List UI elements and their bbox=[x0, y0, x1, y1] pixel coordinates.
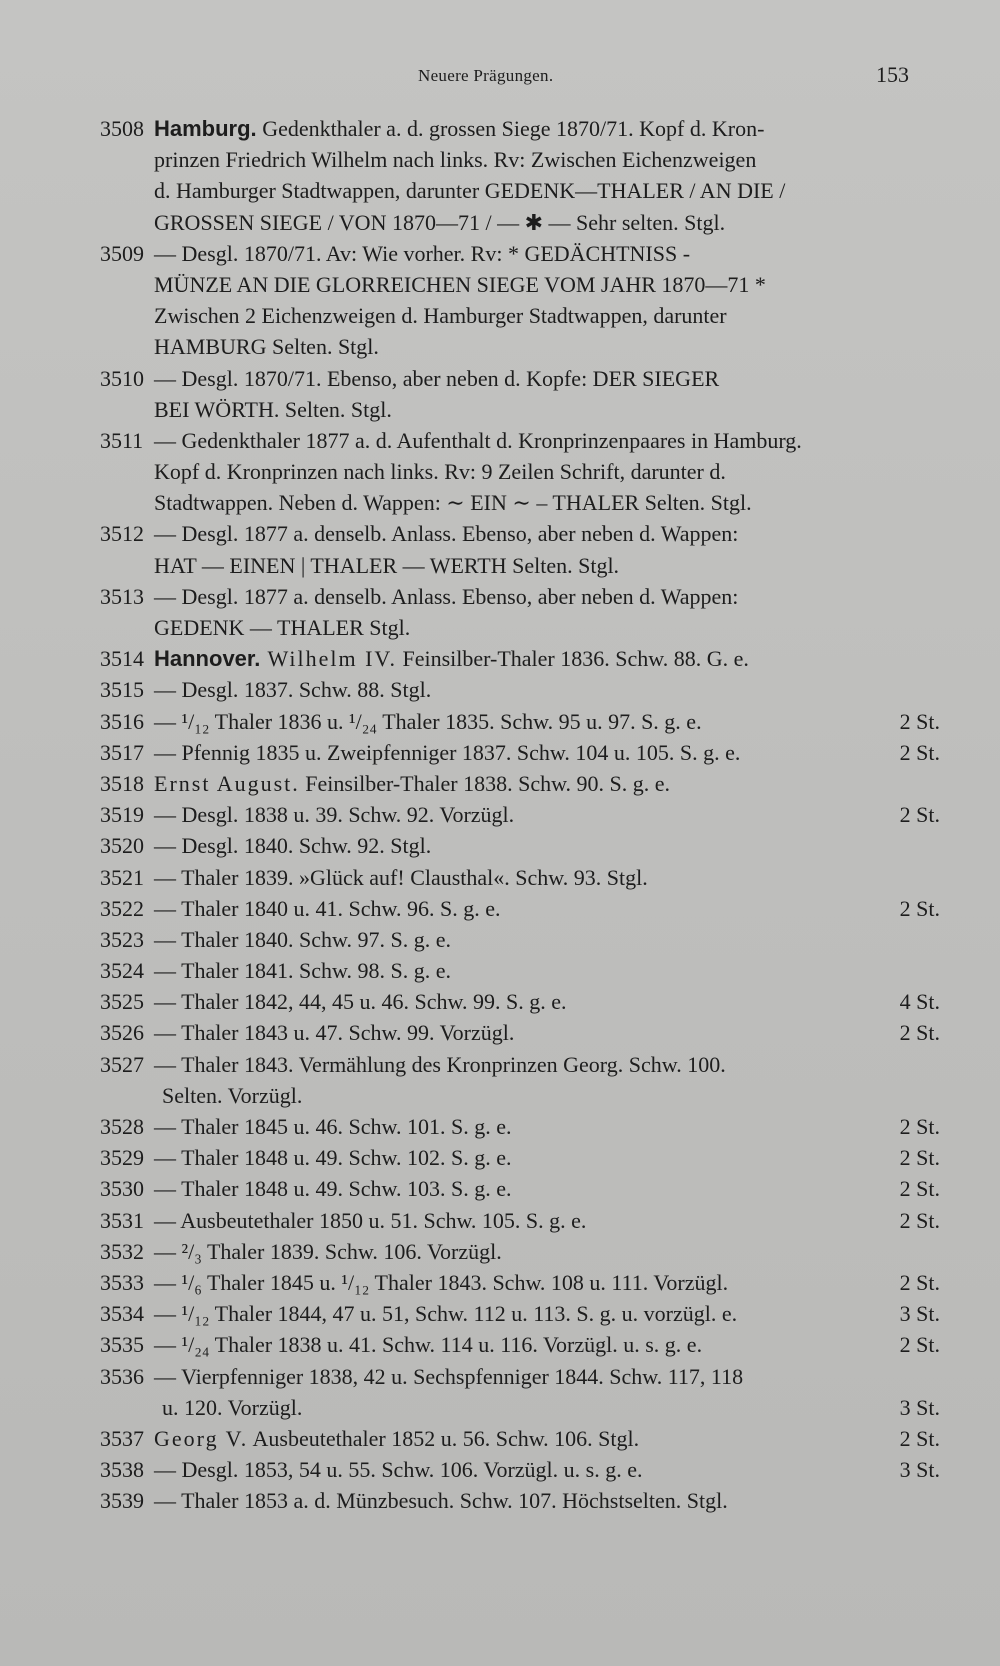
entry-text: — Thaler 1845 u. 46. Schw. 101. S. g. e. bbox=[154, 1114, 512, 1139]
entry-body bbox=[154, 113, 940, 238]
entry-line bbox=[154, 113, 940, 144]
entry-text: — ¹/₆ Thaler 1845 u. ¹/₁₂ Thaler 1843. Schw. 108 u. 111. Vorzügl. bbox=[154, 1269, 729, 1295]
entry-line bbox=[154, 1423, 940, 1454]
entry-line bbox=[154, 1298, 940, 1329]
entry-text: — Desgl. 1877 a. denselb. Anlass. Ebenso, aber neben d. Wappen: bbox=[154, 521, 739, 547]
entry-body bbox=[154, 1423, 940, 1454]
page-number: 153 bbox=[876, 62, 909, 87]
catalog-entry bbox=[100, 1173, 940, 1204]
entry-text: u. 120. Vorzügl. bbox=[162, 1394, 303, 1420]
ruler-name: Wilhelm IV. bbox=[260, 646, 397, 672]
entry-line bbox=[154, 924, 940, 955]
entry-text: GROSSEN SIEGE / VON 1870—71 / — ✱ — Sehr selten. Stgl. bbox=[154, 209, 726, 235]
entry-line bbox=[154, 830, 940, 861]
entry-line bbox=[154, 706, 940, 737]
entry-body bbox=[154, 1298, 940, 1329]
entry-line bbox=[154, 1454, 940, 1485]
entry-number: 3509 bbox=[100, 240, 144, 266]
entry-line bbox=[154, 518, 940, 549]
entry-number: 3525 bbox=[100, 989, 144, 1015]
entry-number: 3528 bbox=[100, 1114, 144, 1139]
entry-number: 3521 bbox=[100, 864, 144, 890]
entry-text: — Thaler 1839. »Glück auf! Clausthal«. Schw. 93. Stgl. bbox=[154, 864, 648, 890]
entry-body bbox=[154, 425, 940, 519]
entry-line bbox=[154, 550, 940, 581]
entry-body bbox=[154, 363, 940, 425]
entry-body bbox=[154, 1267, 940, 1298]
catalog-entry bbox=[100, 674, 940, 705]
entry-text: GEDENK — THALER Stgl. bbox=[154, 615, 411, 640]
catalog-entry bbox=[100, 363, 940, 425]
piece-count: 2 St. bbox=[899, 1269, 940, 1295]
entry-number: 3516 bbox=[100, 708, 144, 734]
piece-count: 2 St. bbox=[899, 1207, 940, 1233]
catalog-entry bbox=[100, 425, 940, 519]
entry-line bbox=[154, 456, 940, 487]
entry-line bbox=[154, 1361, 940, 1392]
running-title: Neuere Prägungen. bbox=[418, 66, 554, 85]
entry-line bbox=[154, 363, 940, 394]
entry-text: — ¹/₂₄ Thaler 1838 u. 41. Schw. 114 u. 116. Vorzügl. u. s. g. e. bbox=[154, 1332, 703, 1358]
entry-number: 3510 bbox=[100, 365, 144, 391]
entry-text: Stadtwappen. Neben d. Wappen: ∼ EIN ∼ – THALER Selten. Stgl. bbox=[154, 490, 752, 516]
entry-text: Feinsilber-Thaler 1838. Schw. 90. S. g. e. bbox=[299, 770, 671, 796]
entry-text: HAMBURG Selten. Stgl. bbox=[154, 334, 379, 360]
entry-line bbox=[154, 955, 940, 986]
catalog-entry bbox=[100, 1049, 940, 1111]
entry-number: 3532 bbox=[100, 1238, 144, 1264]
entry-body bbox=[154, 1236, 940, 1267]
entry-body bbox=[154, 1017, 940, 1048]
entry-line bbox=[154, 1142, 940, 1173]
entry-number: 3538 bbox=[100, 1457, 144, 1483]
entry-line bbox=[154, 425, 940, 456]
entry-number: 3534 bbox=[100, 1301, 144, 1327]
entry-line bbox=[154, 1236, 940, 1267]
entry-body bbox=[154, 643, 940, 674]
catalog-entry bbox=[100, 1454, 940, 1485]
catalog-entry bbox=[100, 924, 940, 955]
entry-text: — Thaler 1840. Schw. 97. S. g. e. bbox=[154, 926, 451, 952]
catalog-entry bbox=[100, 706, 940, 737]
catalog-entry bbox=[100, 955, 940, 986]
catalog-entry bbox=[100, 893, 940, 924]
catalog-entry bbox=[100, 1142, 940, 1173]
entry-line bbox=[154, 643, 940, 674]
entry-line bbox=[154, 175, 940, 206]
entry-body bbox=[154, 1049, 940, 1111]
catalog-entry bbox=[100, 1017, 940, 1048]
catalog-entry bbox=[100, 830, 940, 861]
catalog-entry bbox=[100, 518, 940, 580]
entry-body bbox=[154, 986, 940, 1017]
entry-line bbox=[154, 581, 940, 612]
entry-number: 3537 bbox=[100, 1425, 144, 1451]
entry-line bbox=[154, 1111, 940, 1142]
entry-text: Gedenkthaler a. d. grossen Siege 1870/71. Kopf d. Kron- bbox=[256, 116, 765, 141]
entry-text: Feinsilber-Thaler 1836. Schw. 88. G. e. bbox=[396, 646, 749, 672]
entry-body bbox=[154, 238, 940, 363]
entry-text: — Thaler 1841. Schw. 98. S. g. e. bbox=[154, 958, 451, 984]
catalog-entry bbox=[100, 1361, 940, 1423]
piece-count: 2 St. bbox=[899, 1145, 940, 1171]
entry-number: 3536 bbox=[100, 1363, 144, 1389]
catalog-entry bbox=[100, 862, 940, 893]
entry-text: — Ausbeutethaler 1850 u. 51. Schw. 105. S. g. e. bbox=[154, 1207, 587, 1233]
entry-text: Kopf d. Kronprinzen nach links. Rv: 9 Zeilen Schrift, darunter d. bbox=[154, 459, 726, 485]
entry-body bbox=[154, 1329, 940, 1360]
entry-line bbox=[154, 799, 940, 830]
entry-line bbox=[154, 144, 940, 175]
entry-text: prinzen Friedrich Wilhelm nach links. Rv: Zwischen Eichenzweigen bbox=[154, 147, 757, 173]
entry-number: 3533 bbox=[100, 1269, 144, 1295]
catalog-entry bbox=[100, 768, 940, 799]
entry-body bbox=[154, 674, 940, 705]
ruler-name: Georg V. bbox=[154, 1425, 249, 1451]
entry-text: Zwischen 2 Eichenzweigen d. Hamburger Stadtwappen, darunter bbox=[154, 303, 727, 329]
entry-text: — Thaler 1848 u. 49. Schw. 103. S. g. e. bbox=[154, 1176, 512, 1202]
catalog-entry bbox=[100, 1236, 940, 1267]
entry-number: 3522 bbox=[100, 895, 144, 921]
entry-line bbox=[154, 1049, 940, 1080]
entry-line bbox=[154, 986, 940, 1017]
entry-line bbox=[154, 1392, 940, 1423]
piece-count: 2 St. bbox=[899, 895, 940, 921]
entry-text: — Desgl. 1840. Schw. 92. Stgl. bbox=[154, 833, 432, 859]
entry-number: 3529 bbox=[100, 1145, 144, 1171]
entry-number: 3526 bbox=[100, 1020, 144, 1046]
piece-count: 3 St. bbox=[899, 1394, 940, 1420]
piece-count: 3 St. bbox=[899, 1457, 940, 1483]
entry-text: — Thaler 1853 a. d. Münzbesuch. Schw. 107. Höchstselten. Stgl. bbox=[154, 1488, 728, 1514]
catalog-entry bbox=[100, 986, 940, 1017]
entry-body bbox=[154, 1111, 940, 1142]
ruler-name: Ernst August. bbox=[154, 770, 300, 796]
catalog-entry bbox=[100, 737, 940, 768]
entry-line bbox=[154, 238, 940, 269]
entry-number: 3511 bbox=[100, 427, 144, 453]
entry-line bbox=[154, 1329, 940, 1360]
entry-text: — Desgl. 1877 a. denselb. Anlass. Ebenso, aber neben d. Wappen: bbox=[154, 583, 739, 609]
entry-line bbox=[154, 612, 940, 643]
catalog-entry bbox=[100, 1485, 940, 1516]
entry-number: 3518 bbox=[100, 770, 144, 796]
entry-text: — ¹/₁₂ Thaler 1844, 47 u. 51, Schw. 112 u. 113. S. g. u. vorzügl. e. bbox=[154, 1301, 738, 1327]
entry-body bbox=[154, 862, 940, 893]
entry-line bbox=[154, 394, 940, 425]
entry-text: — Vierpfenniger 1838, 42 u. Sechspfenniger 1844. Schw. 117, 118 bbox=[154, 1363, 744, 1389]
entry-number: 3514 bbox=[100, 646, 144, 672]
entry-body bbox=[154, 1361, 940, 1423]
entry-number: 3535 bbox=[100, 1332, 144, 1358]
entry-line bbox=[154, 1485, 940, 1516]
region-heading: Hamburg. bbox=[154, 116, 257, 141]
catalog-entry bbox=[100, 643, 940, 674]
entry-text: — Desgl. 1837. Schw. 88. Stgl. bbox=[154, 677, 432, 703]
entry-body bbox=[154, 1454, 940, 1485]
piece-count: 3 St. bbox=[899, 1301, 940, 1327]
entry-text: Ausbeutethaler 1852 u. 56. Schw. 106. Stgl. bbox=[248, 1425, 640, 1451]
region-heading: Hannover. bbox=[154, 646, 261, 672]
page-header bbox=[0, 62, 1000, 92]
catalog-entries bbox=[100, 113, 940, 1516]
entry-text: — Thaler 1843. Vermählung des Kronprinzen Georg. Schw. 100. bbox=[154, 1051, 726, 1077]
entry-body bbox=[154, 1173, 940, 1204]
entry-text: — ¹/₁₂ Thaler 1836 u. ¹/₂₄ Thaler 1835. Schw. 95 u. 97. S. g. e. bbox=[154, 708, 702, 734]
entry-number: 3519 bbox=[100, 802, 144, 828]
entry-text: — Thaler 1848 u. 49. Schw. 102. S. g. e. bbox=[154, 1145, 512, 1171]
entry-body bbox=[154, 518, 940, 580]
entry-line bbox=[154, 300, 940, 331]
entry-line bbox=[154, 674, 940, 705]
entry-number: 3508 bbox=[100, 116, 144, 141]
entry-number: 3512 bbox=[100, 521, 144, 547]
piece-count: 2 St. bbox=[899, 802, 940, 828]
catalog-entry bbox=[100, 1267, 940, 1298]
entry-line bbox=[154, 768, 940, 799]
entry-body bbox=[154, 799, 940, 830]
entry-number: 3513 bbox=[100, 583, 144, 609]
entry-line bbox=[154, 1017, 940, 1048]
entry-line bbox=[154, 269, 940, 300]
entry-body bbox=[154, 924, 940, 955]
entry-number: 3517 bbox=[100, 739, 144, 765]
entry-number: 3527 bbox=[100, 1051, 144, 1077]
entry-number: 3520 bbox=[100, 833, 144, 859]
catalog-entry bbox=[100, 1329, 940, 1360]
entry-body bbox=[154, 830, 940, 861]
catalog-entry bbox=[100, 1205, 940, 1236]
entry-text: — Desgl. 1838 u. 39. Schw. 92. Vorzügl. bbox=[154, 802, 515, 828]
entry-line bbox=[154, 207, 940, 238]
entry-text: — Thaler 1840 u. 41. Schw. 96. S. g. e. bbox=[154, 895, 501, 921]
entry-text: — Desgl. 1853, 54 u. 55. Schw. 106. Vorzügl. u. s. g. e. bbox=[154, 1457, 643, 1483]
entry-line bbox=[154, 1080, 940, 1111]
catalog-entry bbox=[100, 799, 940, 830]
piece-count: 2 St. bbox=[899, 1176, 940, 1202]
entry-text: — Gedenkthaler 1877 a. d. Aufenthalt d. Kronprinzenpaares in Hamburg. bbox=[154, 427, 802, 453]
entry-line bbox=[154, 487, 940, 518]
piece-count: 2 St. bbox=[899, 1425, 940, 1451]
entry-number: 3523 bbox=[100, 926, 144, 952]
entry-number: 3539 bbox=[100, 1488, 144, 1514]
entry-line bbox=[154, 862, 940, 893]
piece-count: 2 St. bbox=[899, 739, 940, 765]
entry-text: — Desgl. 1870/71. Av: Wie vorher. Rv: * GEDÄCHTNISS - bbox=[154, 240, 691, 266]
entry-text: — Pfennig 1835 u. Zweipfenniger 1837. Schw. 104 u. 105. S. g. e. bbox=[154, 739, 741, 765]
catalog-entry bbox=[100, 1111, 940, 1142]
entry-number: 3524 bbox=[100, 958, 144, 984]
piece-count: 2 St. bbox=[899, 708, 940, 734]
entry-line bbox=[154, 893, 940, 924]
entry-line bbox=[154, 1267, 940, 1298]
entry-text: — Thaler 1843 u. 47. Schw. 99. Vorzügl. bbox=[154, 1020, 515, 1046]
entry-number: 3515 bbox=[100, 677, 144, 703]
entry-line bbox=[154, 737, 940, 768]
catalog-entry bbox=[100, 238, 940, 363]
entry-body bbox=[154, 893, 940, 924]
entry-number: 3530 bbox=[100, 1176, 144, 1202]
entry-line bbox=[154, 1205, 940, 1236]
entry-text: — ²/₃ Thaler 1839. Schw. 106. Vorzügl. bbox=[154, 1238, 502, 1264]
entry-body bbox=[154, 1205, 940, 1236]
entry-line bbox=[154, 331, 940, 362]
entry-body bbox=[154, 1485, 940, 1516]
entry-text: Selten. Vorzügl. bbox=[162, 1082, 303, 1108]
entry-text: MÜNZE AN DIE GLORREICHEN SIEGE VOM JAHR 1870—71 * bbox=[154, 271, 766, 297]
entry-number: 3531 bbox=[100, 1207, 144, 1233]
entry-text: d. Hamburger Stadtwappen, darunter GEDENK—THALER / AN DIE / bbox=[154, 178, 786, 204]
entry-text: — Thaler 1842, 44, 45 u. 46. Schw. 99. S. g. e. bbox=[154, 989, 567, 1015]
entry-body bbox=[154, 581, 940, 643]
entry-body bbox=[154, 1142, 940, 1173]
entry-body bbox=[154, 706, 940, 737]
catalog-entry bbox=[100, 113, 940, 238]
entry-text: — Desgl. 1870/71. Ebenso, aber neben d. Kopfe: DER SIEGER bbox=[154, 365, 720, 391]
entry-body bbox=[154, 768, 940, 799]
piece-count: 2 St. bbox=[899, 1020, 940, 1046]
entry-text: HAT — EINEN | THALER — WERTH Selten. Stgl. bbox=[154, 552, 620, 578]
catalog-entry bbox=[100, 581, 940, 643]
entry-line bbox=[154, 1173, 940, 1204]
entry-body bbox=[154, 955, 940, 986]
catalog-entry bbox=[100, 1423, 940, 1454]
entry-text: BEI WÖRTH. Selten. Stgl. bbox=[154, 396, 392, 422]
piece-count: 2 St. bbox=[899, 1332, 940, 1358]
piece-count: 2 St. bbox=[899, 1114, 940, 1139]
entry-body bbox=[154, 737, 940, 768]
piece-count: 4 St. bbox=[899, 989, 940, 1015]
catalog-entry bbox=[100, 1298, 940, 1329]
